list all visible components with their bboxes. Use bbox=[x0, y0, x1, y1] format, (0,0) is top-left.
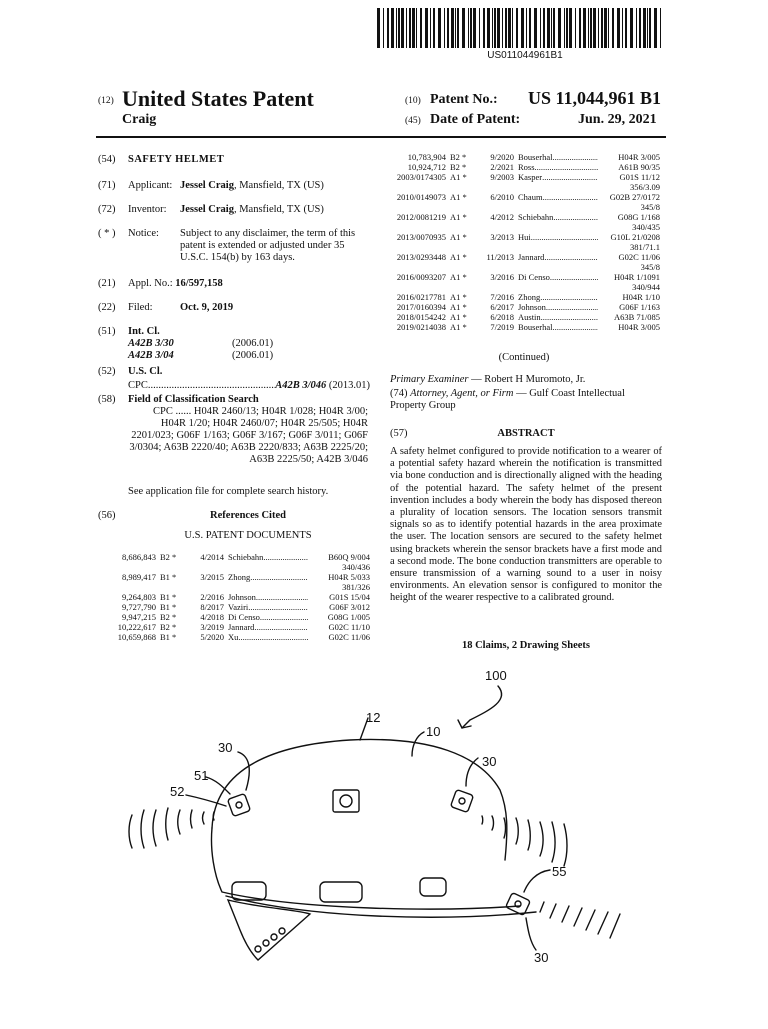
reference-row bbox=[388, 312, 660, 322]
barcode-bar bbox=[617, 8, 620, 48]
reference-row bbox=[388, 162, 660, 172]
barcode-bar bbox=[579, 8, 581, 48]
ref-name: Zhong ..... bbox=[228, 572, 308, 582]
reference-row bbox=[388, 322, 660, 332]
ref-date: 6/2017 bbox=[490, 302, 514, 312]
reference-row bbox=[98, 622, 370, 632]
uscl-label: U.S. Cl. bbox=[128, 366, 163, 377]
barcode-bar bbox=[420, 8, 422, 48]
attorney bbox=[390, 388, 662, 412]
field-label: Field of Classification Search bbox=[128, 394, 259, 405]
ref-cls: G02C 11/10 bbox=[328, 622, 370, 632]
date-label: Date of Patent: bbox=[430, 112, 521, 127]
ref-date: 4/2018 bbox=[200, 612, 224, 622]
field-text: CPC ...... H04R 2460/13; H04R 1/028; H04R 3/00; H04R 1/20; H04R 2460/07; H04R 25/505; H04R 2201/023; G06F 1/163; G06F 3/167; G06F 3/011; G06F 3/0304; A63B 2220/40; A63B 2220/833; A63B 2225/20; A63B 2225/50; A42B 3/046 bbox=[129, 406, 368, 465]
barcode bbox=[375, 8, 665, 48]
ref-name: Johnson ..... bbox=[518, 302, 598, 312]
reference-row bbox=[98, 572, 370, 582]
reference-row-cont: 340/436 bbox=[342, 562, 370, 572]
barcode-bar bbox=[543, 8, 545, 48]
ref-kind: A1 * bbox=[450, 292, 467, 302]
barcode-bar bbox=[583, 8, 586, 48]
reference-row bbox=[388, 172, 660, 182]
reference-row bbox=[98, 632, 370, 642]
appl-no-value: 16/597,158 bbox=[175, 278, 223, 289]
barcode-bar bbox=[639, 8, 641, 48]
field-note: See application file for complete search history. bbox=[128, 486, 329, 497]
barcode-bar bbox=[601, 8, 603, 48]
doc-kind-code: (12) bbox=[98, 96, 114, 106]
ref-num: 2017/0160394 bbox=[396, 302, 446, 312]
barcode-bar bbox=[383, 8, 384, 48]
label-30-right: 30 bbox=[482, 754, 497, 769]
label-52: 52 bbox=[170, 784, 185, 799]
reference-row-cont: 381/326 bbox=[342, 582, 370, 592]
ref-kind: A1 * bbox=[450, 212, 467, 222]
ref-num: 2018/0154242 bbox=[396, 312, 446, 322]
reference-row bbox=[98, 612, 370, 622]
reference-row bbox=[98, 602, 370, 612]
barcode-bar bbox=[660, 8, 661, 48]
ref-cls: A63B 71/085 bbox=[613, 312, 660, 322]
appl-no-label: Appl. No.: bbox=[128, 278, 173, 289]
ref-kind: B2 * bbox=[450, 162, 467, 172]
cpc-label: CPC bbox=[128, 380, 148, 391]
document-title: United States Patent bbox=[122, 86, 314, 111]
inventor bbox=[180, 204, 324, 216]
reference-row-cont: 356/3.09 bbox=[630, 182, 660, 192]
barcode-bar bbox=[468, 8, 469, 48]
barcode-bar bbox=[612, 8, 614, 48]
ref-name: Austin ..... bbox=[518, 312, 598, 322]
barcode-bar bbox=[473, 8, 476, 48]
ref-name: Vaziri ..... bbox=[228, 602, 308, 612]
ref-date: 9/2003 bbox=[490, 172, 514, 182]
barcode-bar bbox=[398, 8, 400, 48]
inventor-name: Jessel Craig bbox=[180, 204, 234, 215]
filed-value: Oct. 9, 2019 bbox=[180, 302, 234, 313]
ref-name: Bouserhal ..... bbox=[518, 152, 598, 162]
ref-kind: B1 * bbox=[160, 602, 177, 612]
ref-cls: G10L 21/0208 bbox=[610, 232, 660, 242]
center-sensor bbox=[333, 790, 359, 812]
cpc-line bbox=[128, 380, 370, 392]
barcode-bar bbox=[438, 8, 441, 48]
ref-cls: G02B 27/0172 bbox=[609, 192, 660, 202]
helmet-brim bbox=[211, 828, 520, 909]
ref-name: Hui ..... bbox=[518, 232, 598, 242]
examiner bbox=[390, 374, 662, 386]
barcode-bar bbox=[654, 8, 657, 48]
barcode-bar bbox=[508, 8, 511, 48]
ref-num: 2012/0081219 bbox=[396, 212, 446, 222]
barcode-bar bbox=[487, 8, 490, 48]
patent-number: US 11,044,961 B1 bbox=[528, 88, 662, 108]
code-72: (72) bbox=[98, 204, 116, 215]
leader-100 bbox=[462, 686, 502, 728]
ref-date: 7/2019 bbox=[490, 322, 514, 332]
barcode-bar bbox=[444, 8, 445, 48]
refs-sublabel: U.S. PATENT DOCUMENTS bbox=[184, 530, 312, 541]
barcode-bar bbox=[630, 8, 633, 48]
ref-cls: G02C 11/06 bbox=[618, 252, 660, 262]
reference-row bbox=[388, 192, 660, 202]
ref-kind: B1 * bbox=[160, 632, 177, 642]
rear-signal-waves bbox=[540, 902, 620, 938]
barcode-bar bbox=[575, 8, 576, 48]
intcl-class-2: A42B 3/04 bbox=[128, 350, 174, 361]
header-rule bbox=[96, 136, 666, 138]
barcode-bar bbox=[526, 8, 527, 48]
barcode-bar bbox=[521, 8, 524, 48]
barcode-bar bbox=[643, 8, 646, 48]
barcode-bar bbox=[636, 8, 637, 48]
barcode-bar bbox=[479, 8, 480, 48]
invention-title: SAFETY HELMET bbox=[128, 154, 225, 165]
ref-num: 2010/0149073 bbox=[396, 192, 446, 202]
ref-kind: A1 * bbox=[450, 232, 467, 242]
barcode-bar bbox=[396, 8, 397, 48]
ref-cls: B60Q 9/004 bbox=[328, 552, 370, 562]
ref-kind: B2 * bbox=[160, 622, 177, 632]
ref-date: 3/2019 bbox=[200, 622, 224, 632]
barcode-bar bbox=[547, 8, 550, 48]
intcl-year-2: (2006.01) bbox=[232, 350, 274, 361]
barcode-bar bbox=[553, 8, 555, 48]
barcode-bar bbox=[447, 8, 449, 48]
ref-date: 9/2020 bbox=[490, 152, 514, 162]
examiner-name: — Robert H Muromoto, Jr. bbox=[468, 374, 586, 385]
barcode-bar bbox=[401, 8, 404, 48]
ref-kind: A1 * bbox=[450, 322, 467, 332]
cpc-class: A42B 3/046 bbox=[275, 380, 327, 391]
ref-num: 2019/0214038 bbox=[396, 322, 446, 332]
ref-num: 9,947,215 bbox=[122, 612, 156, 622]
applicant-name: Jessel Craig bbox=[180, 180, 234, 191]
label-30-left: 30 bbox=[218, 740, 233, 755]
barcode-bar bbox=[590, 8, 592, 48]
notice-label: Notice: bbox=[128, 228, 159, 239]
code-52: (52) bbox=[98, 366, 116, 377]
strap-hole bbox=[271, 934, 277, 940]
barcode-bar bbox=[534, 8, 537, 48]
abstract-text: A safety helmet configured to provide notification to a wearer of a potential safety hazard wherein the notification is transmitted via bone conduction and is directionally aligned with the heading of the potential hazard. The safety helmet of the present invention includes a body wherein the body has disposed thereon a plurality of location sensors. The location sensors transmit signals so as to identify potential hazards in the area proximate the user. The location sensors are secured to the safety helmet using brackets wherein the sensor brackets have a first mode and a second mode. The bone conduction transmitters are operable to ensure transmission of a warning sound to a user in noisy environments. An elevation sensor is configured to monitor the height of the wearer respective to a calibrated ground. bbox=[390, 446, 662, 604]
code-56: (56) bbox=[98, 510, 116, 521]
ref-date: 3/2013 bbox=[490, 232, 514, 242]
ref-num: 10,659,868 bbox=[117, 632, 156, 642]
patent-no-code: (10) bbox=[405, 96, 421, 106]
ref-name: Xu ..... bbox=[228, 632, 308, 642]
barcode-bar bbox=[598, 8, 599, 48]
ref-cls: G06F 3/012 bbox=[329, 602, 370, 612]
reference-row bbox=[388, 292, 660, 302]
notice-text: Subject to any disclaimer, the term of this patent is extended or adjusted under 35 U.S.C. 154(b) by 163 days. bbox=[180, 228, 356, 263]
reference-row bbox=[388, 152, 660, 162]
label-55: 55 bbox=[552, 864, 567, 879]
ref-cls: H04R 1/10 bbox=[622, 292, 660, 302]
ref-num: 2013/0293448 bbox=[396, 252, 446, 262]
ref-name: Di Censo ..... bbox=[228, 612, 308, 622]
ref-name: Chaum ..... bbox=[518, 192, 598, 202]
patent-no-label: Patent No.: bbox=[430, 92, 498, 107]
barcode-bar bbox=[593, 8, 596, 48]
reference-row-cont: 340/944 bbox=[632, 282, 660, 292]
ref-kind: B1 * bbox=[160, 572, 177, 582]
reference-row-cont: 381/71.1 bbox=[630, 242, 660, 252]
left-sensor bbox=[227, 793, 250, 816]
ref-cls: H04R 5/033 bbox=[328, 572, 370, 582]
ref-date: 6/2010 bbox=[490, 192, 514, 202]
intcl-label: Int. Cl. bbox=[128, 326, 160, 337]
pad-center bbox=[320, 882, 362, 902]
strap-hole bbox=[255, 946, 261, 952]
applicant-location: , Mansfield, TX (US) bbox=[233, 180, 324, 191]
code-58: (58) bbox=[98, 394, 116, 405]
barcode-bar bbox=[512, 8, 513, 48]
ref-num: 9,727,790 bbox=[122, 602, 156, 612]
barcode-bar bbox=[433, 8, 435, 48]
ref-num: 2016/0217781 bbox=[396, 292, 446, 302]
barcode-bar bbox=[529, 8, 531, 48]
barcode-bar bbox=[502, 8, 503, 48]
ref-cls: G08G 1/005 bbox=[327, 612, 370, 622]
reference-row bbox=[388, 232, 660, 242]
barcode-bar bbox=[416, 8, 417, 48]
date-code: (45) bbox=[405, 116, 421, 126]
barcode-bar bbox=[608, 8, 609, 48]
ref-cls: A61B 90/35 bbox=[618, 162, 660, 172]
barcode-bar bbox=[483, 8, 485, 48]
barcode-bar bbox=[649, 8, 651, 48]
label-30-rear: 30 bbox=[534, 950, 549, 965]
barcode-bar bbox=[425, 8, 428, 48]
barcode-bar bbox=[551, 8, 552, 48]
ref-date: 6/2018 bbox=[490, 312, 514, 322]
barcode-bar bbox=[492, 8, 493, 48]
right-signal-waves bbox=[482, 816, 567, 866]
applicant-label: Applicant: bbox=[128, 180, 173, 191]
examiner-label: Primary Examiner bbox=[390, 374, 469, 385]
reference-row bbox=[388, 252, 660, 262]
left-sensor-dot bbox=[236, 802, 242, 808]
claims-sheets: 18 Claims, 2 Drawing Sheets bbox=[461, 640, 591, 651]
ref-name: Zhong ..... bbox=[518, 292, 598, 302]
barcode-bar bbox=[462, 8, 465, 48]
ref-kind: A1 * bbox=[450, 272, 467, 282]
barcode-bar bbox=[558, 8, 561, 48]
appl-no bbox=[128, 278, 223, 290]
ref-cls: G01S 15/04 bbox=[329, 592, 370, 602]
ref-num: 10,783,904 bbox=[407, 152, 446, 162]
cpc-year: (2013.01) bbox=[328, 380, 370, 391]
reference-row-cont: 345/8 bbox=[640, 202, 660, 212]
applicant bbox=[180, 180, 324, 192]
right-references-table bbox=[388, 152, 660, 332]
barcode-bar bbox=[540, 8, 541, 48]
ref-kind: A1 * bbox=[450, 172, 467, 182]
continued: (Continued) bbox=[498, 352, 550, 363]
ref-date: 11/2013 bbox=[486, 252, 514, 262]
ref-cls: G08G 1/168 bbox=[617, 212, 660, 222]
ref-cls: H04R 3/005 bbox=[618, 322, 660, 332]
ref-date: 4/2012 bbox=[490, 212, 514, 222]
ref-name: Di Censo ..... bbox=[518, 272, 598, 282]
ref-cls: H04R 3/005 bbox=[618, 152, 660, 162]
reference-row bbox=[388, 272, 660, 282]
barcode-bar bbox=[387, 8, 389, 48]
ref-date: 8/2017 bbox=[200, 602, 224, 612]
code-71: (71) bbox=[98, 180, 116, 191]
ref-cls: G02C 11/06 bbox=[328, 632, 370, 642]
ref-kind: A1 * bbox=[450, 252, 467, 262]
ref-date: 3/2016 bbox=[490, 272, 514, 282]
barcode-bar bbox=[391, 8, 394, 48]
label-10: 10 bbox=[426, 724, 441, 739]
pad-right bbox=[420, 878, 446, 896]
helmet-figure bbox=[0, 660, 768, 1024]
barcode-bar bbox=[412, 8, 415, 48]
left-references-table bbox=[98, 552, 370, 642]
barcode-bar bbox=[569, 8, 572, 48]
ref-kind: A1 * bbox=[450, 192, 467, 202]
attorney-label: Attorney, Agent, or Firm bbox=[410, 388, 514, 399]
barcode-bar bbox=[588, 8, 589, 48]
right-sensor bbox=[450, 789, 473, 812]
ref-kind: A1 * bbox=[450, 302, 467, 312]
ref-date: 2/2021 bbox=[490, 162, 514, 172]
ref-date: 5/2020 bbox=[200, 632, 224, 642]
barcode-bar bbox=[409, 8, 411, 48]
left-signal-waves bbox=[129, 808, 214, 848]
ref-name: Schiebahn ..... bbox=[228, 552, 308, 562]
ref-name: Bouserhal ..... bbox=[518, 322, 598, 332]
barcode-bar bbox=[470, 8, 472, 48]
barcode-bar bbox=[455, 8, 456, 48]
intcl-year-1: (2006.01) bbox=[232, 338, 274, 349]
cpc-dots bbox=[148, 380, 275, 392]
leader-30-left bbox=[238, 752, 249, 790]
ref-name: Johnson ..... bbox=[228, 592, 308, 602]
center-sensor-lens bbox=[340, 795, 352, 807]
barcode-bar bbox=[566, 8, 568, 48]
ref-kind: A1 * bbox=[450, 312, 467, 322]
barcode-bar bbox=[647, 8, 648, 48]
barcode-bar bbox=[377, 8, 380, 48]
barcode-bar bbox=[622, 8, 623, 48]
ref-kind: B1 * bbox=[160, 592, 177, 602]
ref-date: 4/2014 bbox=[200, 552, 224, 562]
ref-kind: B2 * bbox=[160, 612, 177, 622]
barcode-bar bbox=[497, 8, 500, 48]
leader-55 bbox=[524, 870, 550, 892]
ref-num: 9,264,803 bbox=[122, 592, 156, 602]
ref-num: 2003/0174305 bbox=[396, 172, 446, 182]
barcode-number: US011044961B1 bbox=[487, 50, 563, 61]
ref-date: 3/2015 bbox=[200, 572, 224, 582]
ref-date: 7/2016 bbox=[490, 292, 514, 302]
helmet-brim-lower bbox=[226, 896, 536, 917]
ref-name: Jannard ..... bbox=[518, 252, 598, 262]
abstract-title: ABSTRACT bbox=[497, 428, 555, 439]
refs-label: References Cited bbox=[210, 510, 286, 521]
ref-num: 10,924,712 bbox=[407, 162, 446, 172]
barcode-bar bbox=[494, 8, 496, 48]
reference-row bbox=[98, 552, 370, 562]
attorney-code: (74) bbox=[390, 388, 408, 399]
attorney-name: — Gulf Coast Intellectual Property Group bbox=[390, 388, 625, 411]
barcode-bar bbox=[505, 8, 507, 48]
label-51: 51 bbox=[194, 768, 209, 783]
barcode-bar bbox=[457, 8, 459, 48]
barcode-bar bbox=[564, 8, 565, 48]
ref-num: 2016/0093207 bbox=[396, 272, 446, 282]
barcode-bar bbox=[625, 8, 627, 48]
ref-num: 10,222,617 bbox=[117, 622, 156, 632]
reference-row-cont: 345/8 bbox=[640, 262, 660, 272]
ref-cls: G01S 11/12 bbox=[619, 172, 660, 182]
reference-row bbox=[388, 212, 660, 222]
barcode-bar bbox=[406, 8, 407, 48]
code-22: (22) bbox=[98, 302, 116, 313]
code-notice: ( * ) bbox=[98, 228, 116, 239]
inventor-label: Inventor: bbox=[128, 204, 167, 215]
ref-cls: G06F 1/163 bbox=[619, 302, 660, 312]
abstract-code: (57) bbox=[390, 428, 408, 439]
label-100: 100 bbox=[485, 668, 507, 683]
strap-hole bbox=[279, 928, 285, 934]
ref-num: 8,989,417 bbox=[122, 572, 156, 582]
barcode-bar bbox=[451, 8, 454, 48]
code-21: (21) bbox=[98, 278, 116, 289]
reference-row bbox=[388, 302, 660, 312]
ref-kind: B2 * bbox=[450, 152, 467, 162]
intcl-class-1: A42B 3/30 bbox=[128, 338, 174, 349]
ref-name: Jannard ..... bbox=[228, 622, 308, 632]
ref-num: 2013/0070935 bbox=[396, 232, 446, 242]
ref-num: 8,686,843 bbox=[122, 552, 156, 562]
barcode-bar bbox=[430, 8, 431, 48]
ref-kind: B2 * bbox=[160, 552, 177, 562]
ref-name: Kasper ..... bbox=[518, 172, 598, 182]
ref-date: 2/2016 bbox=[200, 592, 224, 602]
right-sensor-dot bbox=[459, 798, 465, 804]
reference-row bbox=[98, 592, 370, 602]
filed-label: Filed: bbox=[128, 302, 153, 313]
rear-sensor bbox=[506, 893, 531, 916]
barcode-bar bbox=[604, 8, 607, 48]
ref-name: Schiebahn ..... bbox=[518, 212, 598, 222]
inventor-location: , Mansfield, TX (US) bbox=[233, 204, 324, 215]
inventor-surname: Craig bbox=[122, 112, 157, 127]
patent-date: Jun. 29, 2021 bbox=[578, 112, 657, 127]
code-54: (54) bbox=[98, 154, 116, 165]
code-51: (51) bbox=[98, 326, 116, 337]
ref-cls: H04R 1/1091 bbox=[613, 272, 660, 282]
leader-30-rear bbox=[526, 918, 536, 950]
reference-row-cont: 340/435 bbox=[632, 222, 660, 232]
helmet-drawing bbox=[0, 660, 768, 1024]
ref-name: Ross ..... bbox=[518, 162, 598, 172]
label-12: 12 bbox=[366, 710, 381, 725]
barcode-graphic bbox=[375, 8, 665, 48]
strap-hole bbox=[263, 940, 269, 946]
barcode-bar bbox=[516, 8, 518, 48]
